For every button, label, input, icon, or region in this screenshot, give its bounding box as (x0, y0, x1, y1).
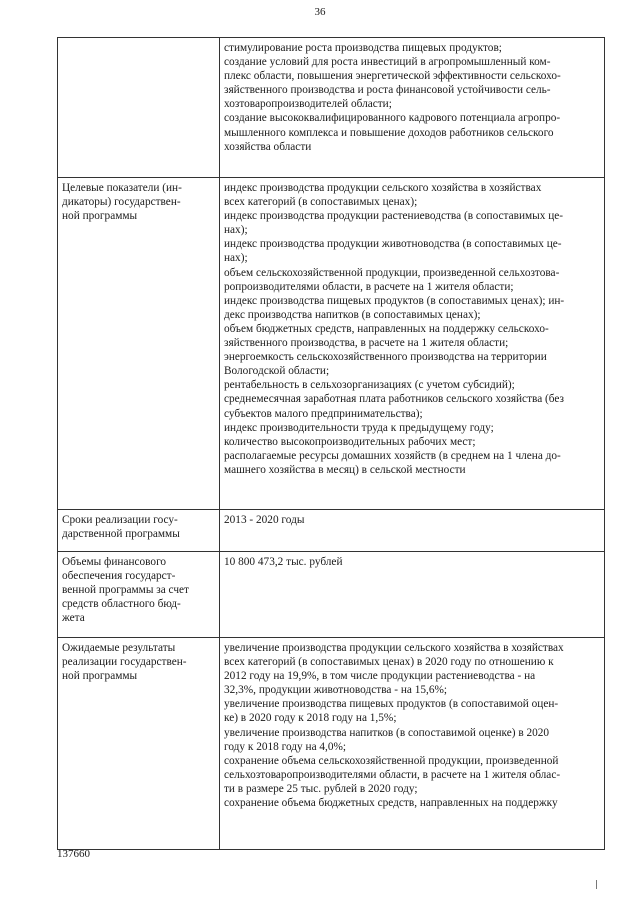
row-content-line: располагаемые ресурсы домашних хозяйств (в среднем на 1 члена до- (224, 449, 561, 462)
row-content-line: стимулирование роста производства пищевых продуктов; (224, 42, 502, 54)
row-label-line: обеспечения государст- (62, 570, 176, 583)
row-content-line: 2012 году на 19,9%, в том числе продукции растениеводства - на (224, 670, 536, 683)
row-content-line: количество высокопроизводительных рабочих мест; (224, 435, 476, 448)
row-content-line: увеличение производства продукции сельского хозяйства в хозяйствах (224, 642, 564, 654)
row-content-line: зяйственного производства и роста финансовой устойчивости сель- (224, 84, 551, 97)
row-content-line: плекс области, повышения энергетической эффективности сельскохо- (224, 70, 561, 83)
row-label-cell (58, 510, 220, 552)
row-content-line: увеличение производства напитков (в сопоставимой оценке) в 2020 (224, 726, 550, 739)
document-code: 137660 (57, 848, 90, 860)
row-content-cell (220, 510, 605, 552)
table-row (58, 510, 605, 552)
row-content-line: ке) в 2020 году к 2018 году на 1,5%; (224, 712, 397, 725)
row-content-line: году к 2018 году на 4,0%; (224, 740, 347, 753)
row-content-line: 32,3%, продукции животноводства - на 15,6%; (224, 684, 448, 697)
row-content-cell (220, 38, 605, 178)
row-content-line: увеличение производства пищевых продуктов (в сопоставимой оцен- (224, 698, 559, 711)
row-content-line: создание условий для роста инвестиций в агропромышленный ком- (224, 56, 551, 69)
row-label-line: жета (62, 612, 85, 625)
row-label-line: средств областного бюд- (62, 598, 181, 611)
row-label-cell (58, 178, 220, 510)
program-passport-table (57, 37, 605, 850)
row-label-line: Целевые показатели (ин- (62, 182, 182, 194)
row-content-line: зяйственного производства, в расчете на 1 жителя области; (224, 337, 509, 350)
row-content-line: мышленного комплекса и повышение доходов работников сельского (224, 126, 554, 139)
row-content-line: среднемесячная заработная плата работников сельского хозяйства (без (224, 393, 565, 406)
row-label-line: реализации государствен- (62, 656, 187, 669)
row-content-line: всех категорий (в сопоставимых ценах) в 2020 году по отношению к (224, 656, 554, 669)
row-content-line: индекс производства пищевых продуктов (в сопоставимых ценах); ин- (224, 294, 565, 307)
row-content-line: хозяйства области (224, 140, 312, 153)
row-label-cell (58, 38, 220, 178)
row-content-line: сельхозтоваропроизводителями области, в расчете на 1 жителя облас- (224, 768, 561, 781)
row-content-cell (220, 638, 605, 850)
row-label-cell (58, 638, 220, 850)
page-number: 36 (314, 6, 326, 18)
row-content-line: объем бюджетных средств, направленных на поддержку сельскохо- (224, 322, 549, 335)
row-content-line: хозтоваропроизводителей области; (224, 98, 392, 111)
row-label-line: дарственной программы (62, 528, 180, 541)
row-label-line: ной программы (62, 670, 138, 683)
row-content-line: энергоемкость сельскохозяйственного производства на территории (224, 351, 547, 364)
row-content-line: сохранение объема бюджетных средств, направленных на поддержку (224, 797, 558, 810)
row-label-line: венной программы за счет (62, 584, 189, 597)
row-content-line: субъектов малого предпринимательства); (224, 407, 423, 420)
row-label-line: дикаторы) государствен- (62, 196, 181, 209)
table-row (58, 38, 605, 178)
row-content-line: индекс производства продукции сельского хозяйства в хозяйствах (224, 182, 542, 194)
row-content-line: сохранение объема сельскохозяйственной продукции, произведенной (224, 754, 559, 767)
row-content-line: объем сельскохозяйственной продукции, произведенной сельхозтова- (224, 266, 560, 279)
row-label-line: ной программы (62, 210, 138, 223)
row-content-line: рентабельность в сельхозорганизациях (с учетом субсидий); (224, 379, 515, 392)
row-content-line: создание высококвалифицированного кадрового потенциала агропро- (224, 112, 561, 125)
row-content-line: нах); (224, 252, 248, 265)
table-row (58, 178, 605, 510)
row-content-line: 10 800 473,2 тыс. рублей (224, 556, 343, 568)
row-content-line: декс производства напитков (в сопоставимых ценах); (224, 308, 481, 321)
row-content-line: ропроизводителями области, в расчете на 1 жителя области; (224, 280, 514, 293)
row-content-line: 2013 - 2020 годы (224, 514, 305, 526)
row-label-line: Объемы финансового (62, 556, 167, 568)
row-content-line: всех категорий (в сопоставимых ценах); (224, 196, 418, 209)
row-content-line: Вологодской области; (224, 365, 330, 378)
row-content-line: машнего хозяйства в месяц) в сельской местности (224, 463, 466, 476)
table-row (58, 638, 605, 850)
table-row (58, 552, 605, 638)
row-content-line: ти в размере 25 тыс. рублей в 2020 году; (224, 782, 418, 795)
row-content-line: индекс производительности труда к предыдущему году; (224, 421, 494, 434)
margin-mark (596, 880, 597, 889)
row-label-cell (58, 552, 220, 638)
row-content-line: индекс производства продукции животноводства (в сопоставимых це- (224, 238, 562, 251)
row-content-cell (220, 178, 605, 510)
row-content-line: индекс производства продукции растениеводства (в сопоставимых це- (224, 210, 564, 223)
row-content-line: нах); (224, 224, 248, 237)
row-label-line: Сроки реализации госу- (62, 514, 178, 526)
row-label-line: Ожидаемые результаты (62, 642, 176, 654)
row-content-cell (220, 552, 605, 638)
